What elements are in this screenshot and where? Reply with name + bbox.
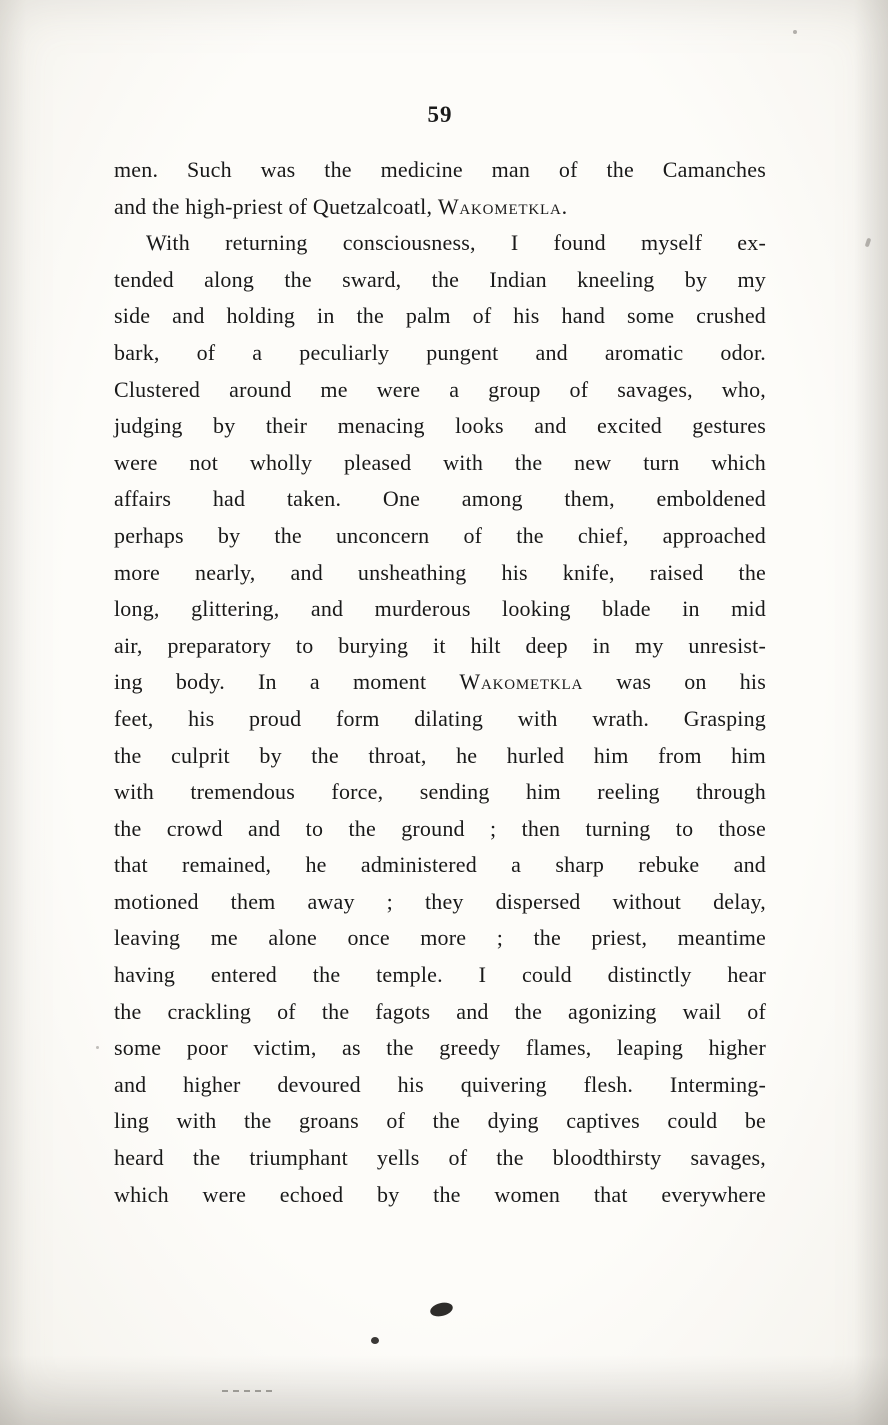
text-line: leaving me alone once more ; the priest, meantime [114,925,766,951]
text-line: feet, his proud form dilating with wrath. Grasping [114,705,766,731]
text-line: affairs had taken. One among them, emboldened [114,486,766,512]
text-line: motioned them away ; they dispersed without delay, [114,888,766,914]
text-line: were not wholly pleased with the new turn which [114,449,766,475]
smallcaps-word: Wakometkla [459,669,584,695]
text-line: ling with the groans of the dying captives could be [114,1108,766,1134]
ink-blot [429,1300,454,1318]
text-line: air, preparatory to burying it hilt deep in my unresist- [114,632,766,658]
scan-edge-dash [222,1390,272,1392]
smallcaps-word: Wakometkla [437,193,562,219]
text-line: Clustered around me were a group of savages, who, [114,376,766,402]
text-line: bark, of a peculiarly pungent and aromatic odor. [114,339,766,365]
text-line: the culprit by the throat, he hurled him from him [114,742,766,768]
text-line: side and holding in the palm of his hand some crushed [114,303,766,329]
ink-dot [371,1337,379,1344]
text-line: more nearly, and unsheathing his knife, raised the [114,559,766,585]
text-line: judging by their menacing looks and excited gestures [114,413,766,439]
text-line: with tremendous force, sending him reeling through [114,779,766,805]
page-number: 59 [427,102,453,127]
scan-speck-top-right [793,30,797,34]
text-line: heard the triumphant yells of the bloodthirsty savages, [114,1145,766,1171]
text-line: the crackling of the fagots and the agonizing wail of [114,998,766,1024]
text-line: and higher devoured his quivering flesh. Interming- [114,1071,766,1097]
text-line: With returning consciousness, I found myself ex- [146,230,766,256]
text-line: ing body. In a moment Wakometkla was on his [114,669,767,695]
text-line: long, glittering, and murderous looking blade in mid [114,596,766,622]
text-line: the crowd and to the ground ; then turning to those [114,815,766,841]
text-line: having entered the temple. I could distinctly hear [114,962,766,988]
text-line: which were echoed by the women that everywhere [114,1181,766,1207]
text-line: and the high-priest of Quetzalcoatl, Wakometkla. [114,193,568,219]
text-line: some poor victim, as the greedy flames, leaping higher [114,1035,766,1061]
text-line: that remained, he administered a sharp rebuke and [114,852,766,878]
text-line: perhaps by the unconcern of the chief, approached [114,522,766,548]
scan-speck-right-margin [865,238,872,248]
text-block [114,152,766,1213]
scan-speck-left-margin [96,1046,99,1049]
text-line: tended along the sward, the Indian kneeling by my [114,266,766,292]
text-line: men. Such was the medicine man of the Camanches [114,157,766,182]
